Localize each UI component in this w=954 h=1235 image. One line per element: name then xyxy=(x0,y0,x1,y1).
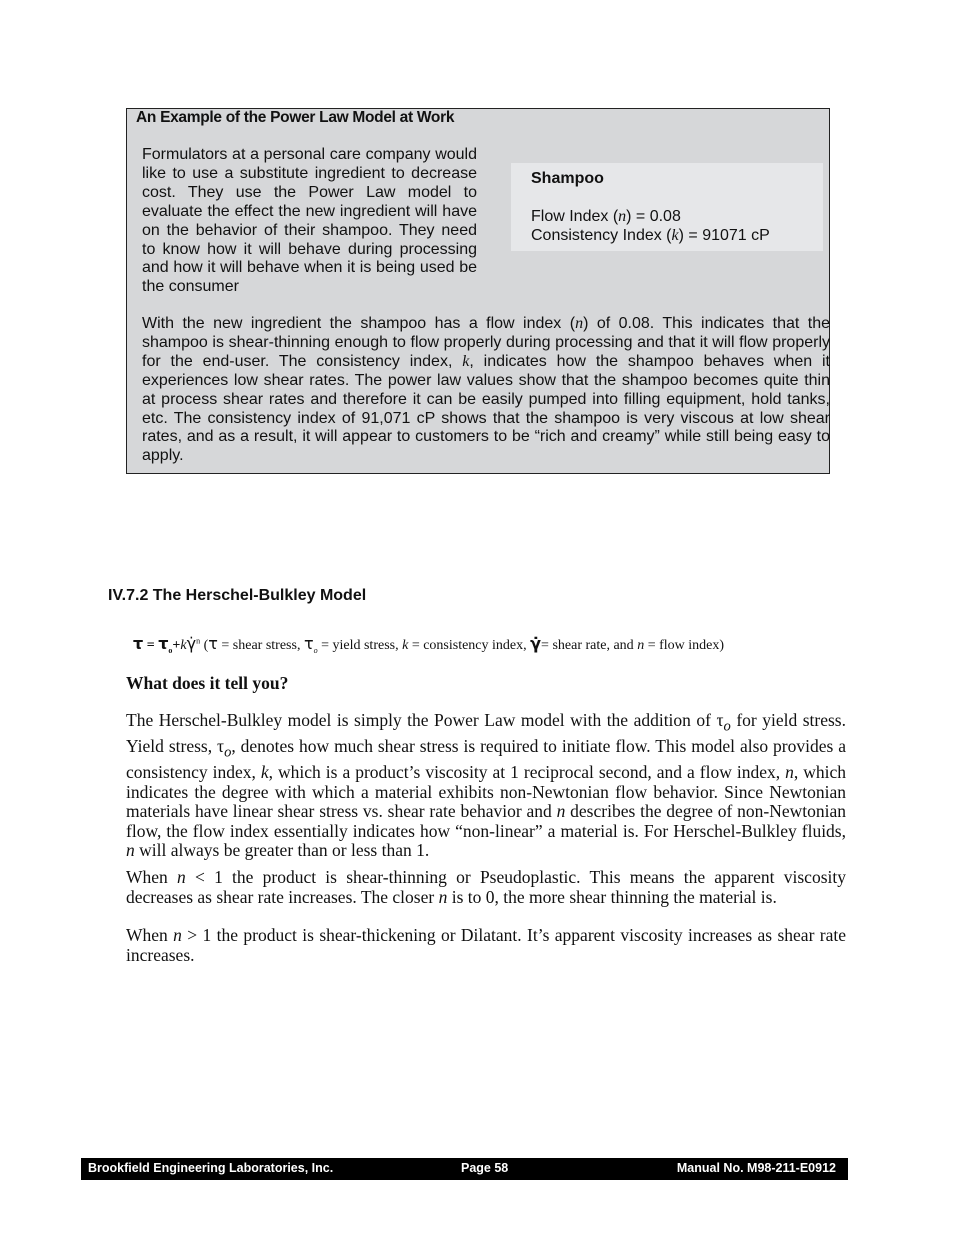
example-intro: Formulators at a personal care company would like to use a substitute ingredient to decrease cost. They use the Power Law model to evaluate the effect the new ingredient will have on the behavior of their shampoo. They need to know how it will behave during processing and how it will behave when it is being used be the consumer xyxy=(142,146,477,296)
consistency-index-line: Consistency Index (k) = 91071 cP xyxy=(531,227,770,244)
footer-company: Brookfield Engineering Laboratories, Inc. xyxy=(88,1161,334,1175)
paragraph-description: The Herschel-Bulkley model is simply the Power Law model with the addition of $\tau_o$ for yield stress. Yield stress, $\tau_o$, denotes how much shear stress is required to initiate flow. This model also provides a consistency index, k, which is a product’s viscosity at 1 reciprocal second, and a flow index, n, which indicates the degree with which a material exhibits non-Newtonian flow behavior. Since Newtonian materials have linear shear stress vs. shear rate behavior and n describes the degree of non-Newtonian flow, the flow index essentially indicates how “non-linear” a material is. For Herschel-Bulkley fluids, n will always be greater than or less than 1. xyxy=(126,710,846,860)
example-body: With the new ingredient the shampoo has a flow index (n) of 0.08. This indicates that the shampoo is shear-thinning enough to flow properly during processing and that it will flow properly for the end-user. The consistency index, k, indicates how the shampoo behaves when it experiences low shear rates. The power law values show that the shampoo becomes quite thin at process shear rates and therefore it can be easily pumped into filling equipment, hold tanks, etc. The consistency index of 91,071 cP shows that the shampoo is very viscous at low shear rates, and as a result, it will appear to customers to be “rich and creamy” while still being easy to apply. xyxy=(142,315,830,465)
shampoo-values-box xyxy=(511,163,823,251)
shampoo-title: Shampoo xyxy=(531,170,604,187)
section-heading: IV.7.2 The Herschel-Bulkley Model xyxy=(108,587,367,604)
question-heading: What does it tell you? xyxy=(126,673,289,693)
footer-page-number: Page 58 xyxy=(461,1161,509,1175)
paragraph-shear-thinning: When n < 1 the product is shear-thinning or Pseudoplastic. This means the apparent viscosity decreases as shear rate increases. The closer n is to 0, the more shear thinning the material is. xyxy=(126,867,846,907)
page-footer xyxy=(81,1158,848,1180)
example-box xyxy=(126,108,830,474)
footer-manual-number: Manual No. M98-211-E0912 xyxy=(676,1161,836,1175)
example-title: An Example of the Power Law Model at Work xyxy=(136,109,455,126)
herschel-bulkley-formula: $\tau = \tau_o+k\gammȧ^n$ (τ = shear stress, $\tau_o$ = yield stress, k = consistency index, γ̇= shear rate, and n = flow index) xyxy=(133,634,725,655)
flow-index-line: Flow Index (n) = 0.08 xyxy=(531,208,681,225)
paragraph-shear-thickening: When n > 1 the product is shear-thickening or Dilatant. It’s apparent viscosity increases as shear rate increases. xyxy=(126,925,846,965)
